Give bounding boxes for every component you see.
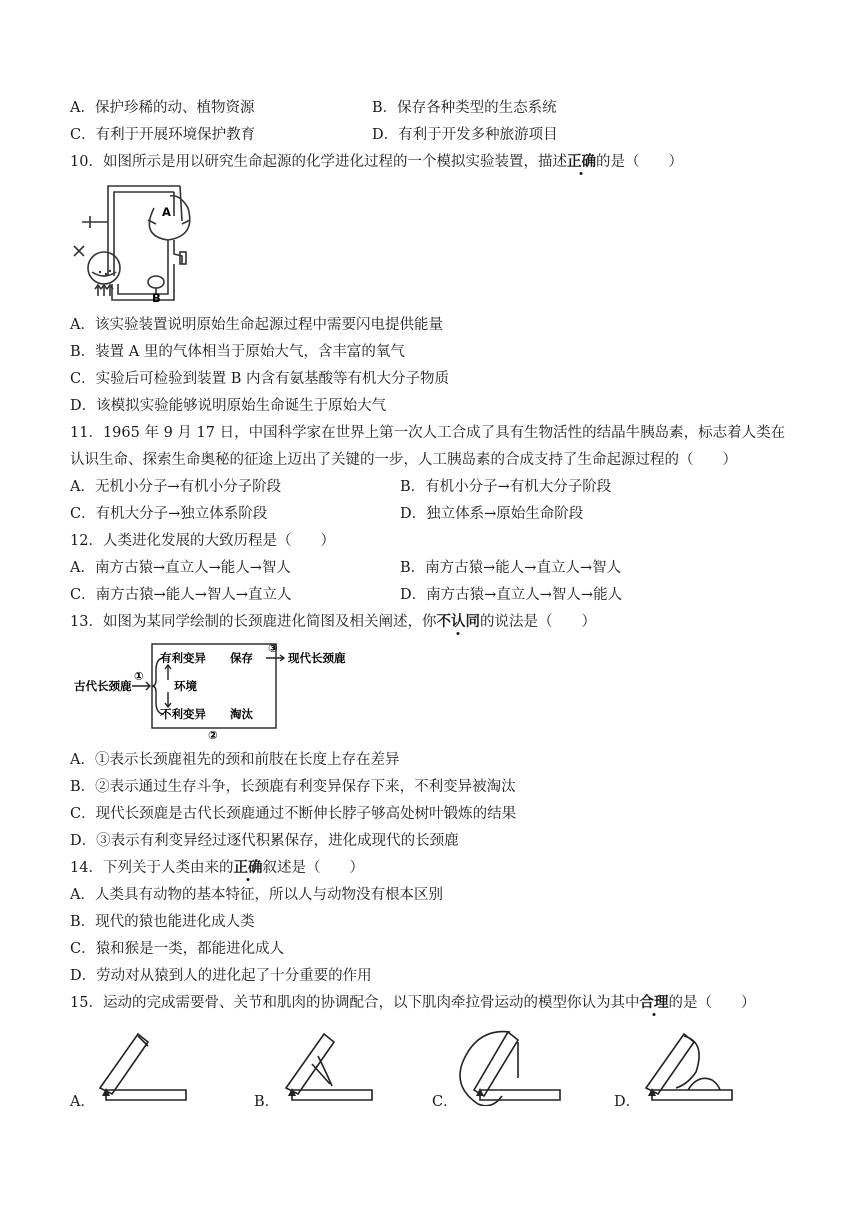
- q13-stem-pre: 13．如图为某同学绘制的长颈鹿进化简图及相关阐述，你: [70, 614, 437, 630]
- q9-option-c: C．有利于开展环境保护教育: [70, 127, 256, 143]
- q13-label-2: ②: [208, 728, 218, 740]
- q13-option-b: B．②表示通过生存斗争，长颈鹿有利变异保存下来，不利变异被淘汰: [70, 779, 516, 795]
- q9-option-d: D．有利于开发多种旅游项目: [372, 127, 558, 143]
- q9-option-a: A．保护珍稀的动、植物资源: [70, 100, 255, 116]
- q11-option-a: A．无机小分子→有机小分子阶段: [70, 479, 282, 495]
- q11-option-d: D．独立体系→原始生命阶段: [400, 506, 584, 522]
- q13-stem: [70, 612, 596, 632]
- q15-label-a: A．: [70, 1094, 95, 1110]
- q15-stem-post: 的是（ ）: [668, 995, 756, 1011]
- q10-apparatus-figure: [70, 176, 200, 302]
- q11-stem-line2: 认识生命、探索生命奥秘的征途上迈出了关键的一步，人工胰岛素的合成支持了生命起源过程的（ ）: [70, 452, 737, 468]
- q14-option-c: C．猿和猴是一类，都能进化成人: [70, 941, 285, 957]
- q13-stem-key: 不认同: [436, 613, 480, 630]
- q15-label-d: D．: [614, 1094, 641, 1110]
- q10-option-a: A．该实验装置说明原始生命起源过程中需要闪电提供能量: [70, 317, 443, 333]
- q13-label-env: 环境: [174, 679, 197, 693]
- q15-model-b: [276, 1024, 386, 1104]
- q13-option-a: A．①表示长颈鹿祖先的颈和前肢在长度上存在差异: [70, 752, 400, 768]
- q13-option-d: D．③表示有利变异经过逐代积累保存，进化成现代的长颈鹿: [70, 833, 459, 849]
- q13-label-unfavorable: 不利变异: [160, 707, 206, 721]
- q15-stem: [70, 993, 755, 1013]
- q11-option-b: B．有机小分子→有机大分子阶段: [400, 479, 612, 495]
- q10-option-b: B．装置 A 里的气体相当于原始大气，含丰富的氧气: [70, 344, 405, 360]
- q13-label-ancient: 古代长颈鹿: [74, 679, 132, 693]
- q12-option-c: C．南方古猿→能人→智人→直立人: [70, 587, 292, 603]
- q15-stem-pre: 15．运动的完成需要骨、关节和肌肉的协调配合，以下肌肉牵拉骨运动的模型你认为其中: [70, 995, 640, 1011]
- q13-label-1: ①: [134, 669, 144, 683]
- q15-model-c: [452, 1018, 572, 1106]
- q14-stem-key: 正确: [233, 859, 263, 876]
- q14-stem: [70, 858, 364, 878]
- q15-label-b: B．: [254, 1094, 280, 1110]
- q13-label-favorable: 有利变异: [160, 651, 206, 665]
- q10-stem-post: 的是（ ）: [595, 154, 683, 170]
- q13-stem-post: 的说法是（ ）: [479, 614, 596, 630]
- q13-label-keep: 保存: [230, 651, 253, 665]
- q10-option-d: D．该模拟实验能够说明原始生命诞生于原始大气: [70, 398, 387, 414]
- q14-option-d: D．劳动对从猿到人的进化起了十分重要的作用: [70, 968, 372, 984]
- q10-stem: [70, 152, 683, 172]
- q14-stem-pre: 14．下列关于人类由来的: [70, 860, 234, 876]
- q15-label-c: C．: [432, 1094, 458, 1110]
- q12-option-b: B．南方古猿→能人→直立人→智人: [400, 560, 622, 576]
- q14-option-b: B．现代的猿也能进化成人类: [70, 914, 255, 930]
- q13-label-modern: 现代长颈鹿: [288, 651, 346, 665]
- q9-option-b: B．保存各种类型的生态系统: [372, 100, 557, 116]
- q15-model-d: [636, 1022, 746, 1104]
- q10-fig-label-a: A: [162, 205, 171, 219]
- q15-stem-key: 合理: [639, 994, 669, 1011]
- q14-stem-post: 叙述是（ ）: [262, 860, 364, 876]
- q11-option-c: C．有机大分子→独立体系阶段: [70, 506, 268, 522]
- q13-label-eliminate: 淘汰: [230, 707, 253, 721]
- q12-stem: 12．人类进化发展的大致历程是（ ）: [70, 533, 335, 549]
- q10-option-c: C．实验后可检验到装置 B 内含有氨基酸等有机大分子物质: [70, 371, 449, 387]
- q13-giraffe-evolution-diagram: [72, 640, 372, 740]
- q10-stem-key: 正确: [566, 153, 596, 170]
- q12-option-a: A．南方古猿→直立人→能人→智人: [70, 560, 291, 576]
- q11-stem-line1: 11．1965 年 9 月 17 日，中国科学家在世界上第一次人工合成了具有生物活性的结晶牛胰岛素，标志着人类在: [70, 425, 786, 441]
- q10-fig-label-b: B: [152, 291, 161, 302]
- q12-option-d: D．南方古猿→直立人→智人→能人: [400, 587, 623, 603]
- q10-stem-pre: 10．如图所示是用以研究生命起源的化学进化过程的一个模拟实验装置，描述: [70, 154, 567, 170]
- q13-option-c: C．现代长颈鹿是古代长颈鹿通过不断伸长脖子够高处树叶锻炼的结果: [70, 806, 517, 822]
- q14-option-a: A．人类具有动物的基本特征，所以人与动物没有根本区别: [70, 887, 443, 903]
- q15-model-a: [90, 1024, 200, 1104]
- q13-label-3: ③: [268, 641, 278, 655]
